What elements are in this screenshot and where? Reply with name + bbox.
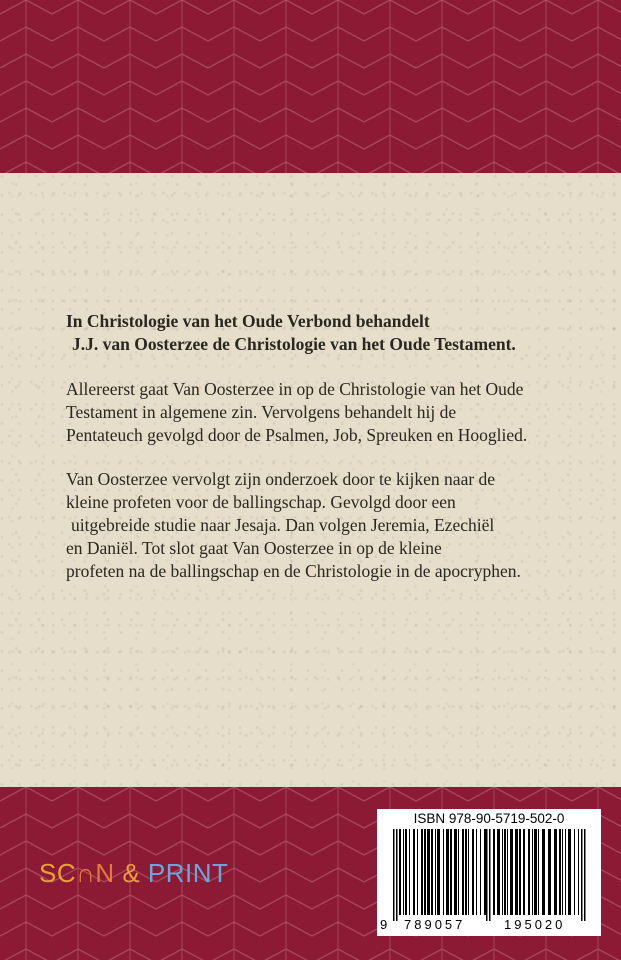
publisher-logo (39, 858, 228, 889)
chevron-line (0, 0, 621, 14)
paragraph1-line-1: Allereerst gaat Van Oosterzee in op de Christologie van het Oude (66, 379, 524, 399)
barcode-bar (568, 829, 571, 915)
intro-line-2: J.J. van Oosterzee de Christologie van het Oude Testament. (72, 334, 516, 354)
barcode-bar (409, 829, 410, 915)
barcode-bar (405, 829, 407, 915)
barcode-bar (562, 829, 563, 915)
paragraph2-line-2: kleine profeten voor de ballingschap. Gevolgd door een (66, 492, 456, 512)
barcode-bar (393, 829, 395, 921)
barcode-bar (443, 829, 444, 915)
barcode-bar (519, 829, 521, 915)
barcode-bar (554, 829, 557, 915)
barcode-bar (480, 829, 481, 915)
barcode-bar (559, 829, 561, 915)
barcode-bar (437, 829, 440, 915)
barcode-bar (468, 829, 469, 915)
barcode-first-digit: 9 (380, 917, 388, 932)
paragraph1-line-3: Pentateuch gevolgd door de Psalmen, Job, Spreuken en Hooglied. (66, 425, 528, 445)
barcode-bar (565, 829, 566, 915)
chevron-line (0, 81, 621, 95)
barcode-bar (581, 829, 583, 921)
paragraph2-line-1: Van Oosterzee vervolgt zijn onderzoek door te kijken naar de (66, 469, 496, 489)
barcode-bar (399, 829, 401, 915)
barcode-bar (472, 829, 474, 915)
barcode-left-digits: 789057 (404, 917, 466, 932)
paragraph2-line-5: profeten na de ballingschap en de Christologie in de apocryphen. (66, 561, 521, 581)
barcode-bar (435, 829, 436, 915)
barcode-bar (538, 829, 539, 915)
barcode-bar (458, 829, 459, 915)
barcode-bar (528, 829, 530, 915)
barcode-bar (446, 829, 449, 915)
chevron-line (0, 27, 621, 41)
barcode-bar (421, 829, 423, 915)
barcode-bar (396, 829, 398, 921)
barcode-bar (497, 829, 500, 915)
chevron-line (0, 949, 621, 960)
barcode-bar (515, 829, 518, 915)
barcode-bar (417, 829, 418, 915)
barcode-bar (523, 829, 525, 915)
barcode-bar (507, 829, 508, 915)
barcode-bar (462, 829, 464, 915)
barcode-bar (403, 829, 404, 915)
paragraph2-line-3: uitgebreide studie naar Jesaja. Dan volgen Jeremia, Ezechiël (71, 515, 495, 535)
barcode-bar (493, 829, 495, 915)
barcode-bar (534, 829, 537, 915)
logo-part-an: ∩N (76, 858, 115, 888)
logo-part-print: PRINT (147, 858, 229, 888)
barcode-bar (574, 829, 575, 915)
barcode-bar (431, 829, 433, 915)
paragraph1-line-2: Testament in algemene zin. Vervolgens behandelt hij de (66, 402, 457, 422)
barcode-bar (578, 829, 579, 915)
barcode-bar (450, 829, 452, 915)
barcode-bar (584, 829, 586, 921)
barcode-bar (532, 829, 533, 915)
barcode-bar (413, 829, 415, 915)
barcode-bar (489, 829, 491, 921)
isbn-barcode (377, 809, 601, 936)
isbn-label: ISBN 978-90-5719-502-0 (413, 811, 565, 826)
barcode-bar (510, 829, 513, 915)
chevron-line (0, 162, 621, 173)
paper-panel (0, 173, 621, 787)
chevron-pattern (0, 0, 621, 173)
barcode-right-digits: 195020 (504, 917, 566, 932)
logo-part-sc: SC (39, 858, 77, 888)
chevron-line (0, 135, 621, 149)
barcode-bar (465, 829, 467, 915)
barcode-bar (476, 829, 477, 915)
chevron-line (0, 54, 621, 68)
barcode-bar (454, 829, 457, 915)
barcode-bar (502, 829, 503, 915)
barcode-bar (486, 829, 488, 921)
logo-part-amp: & (114, 858, 148, 888)
barcode-bar (548, 829, 551, 915)
barcode-bar (424, 829, 426, 915)
intro-line-1: In Christologie van het Oude Verbond behandelt (66, 311, 430, 331)
barcode-bar (484, 829, 486, 915)
chevron-line (0, 787, 621, 801)
top-decorative-band (0, 0, 621, 173)
chevron-line (0, 108, 621, 122)
barcode-bar (504, 829, 506, 915)
paragraph2-line-4: en Daniël. Tot slot gaat Van Oosterzee in op de kleine (66, 538, 442, 558)
barcode-bar (542, 829, 545, 915)
barcode-bar (427, 829, 430, 915)
